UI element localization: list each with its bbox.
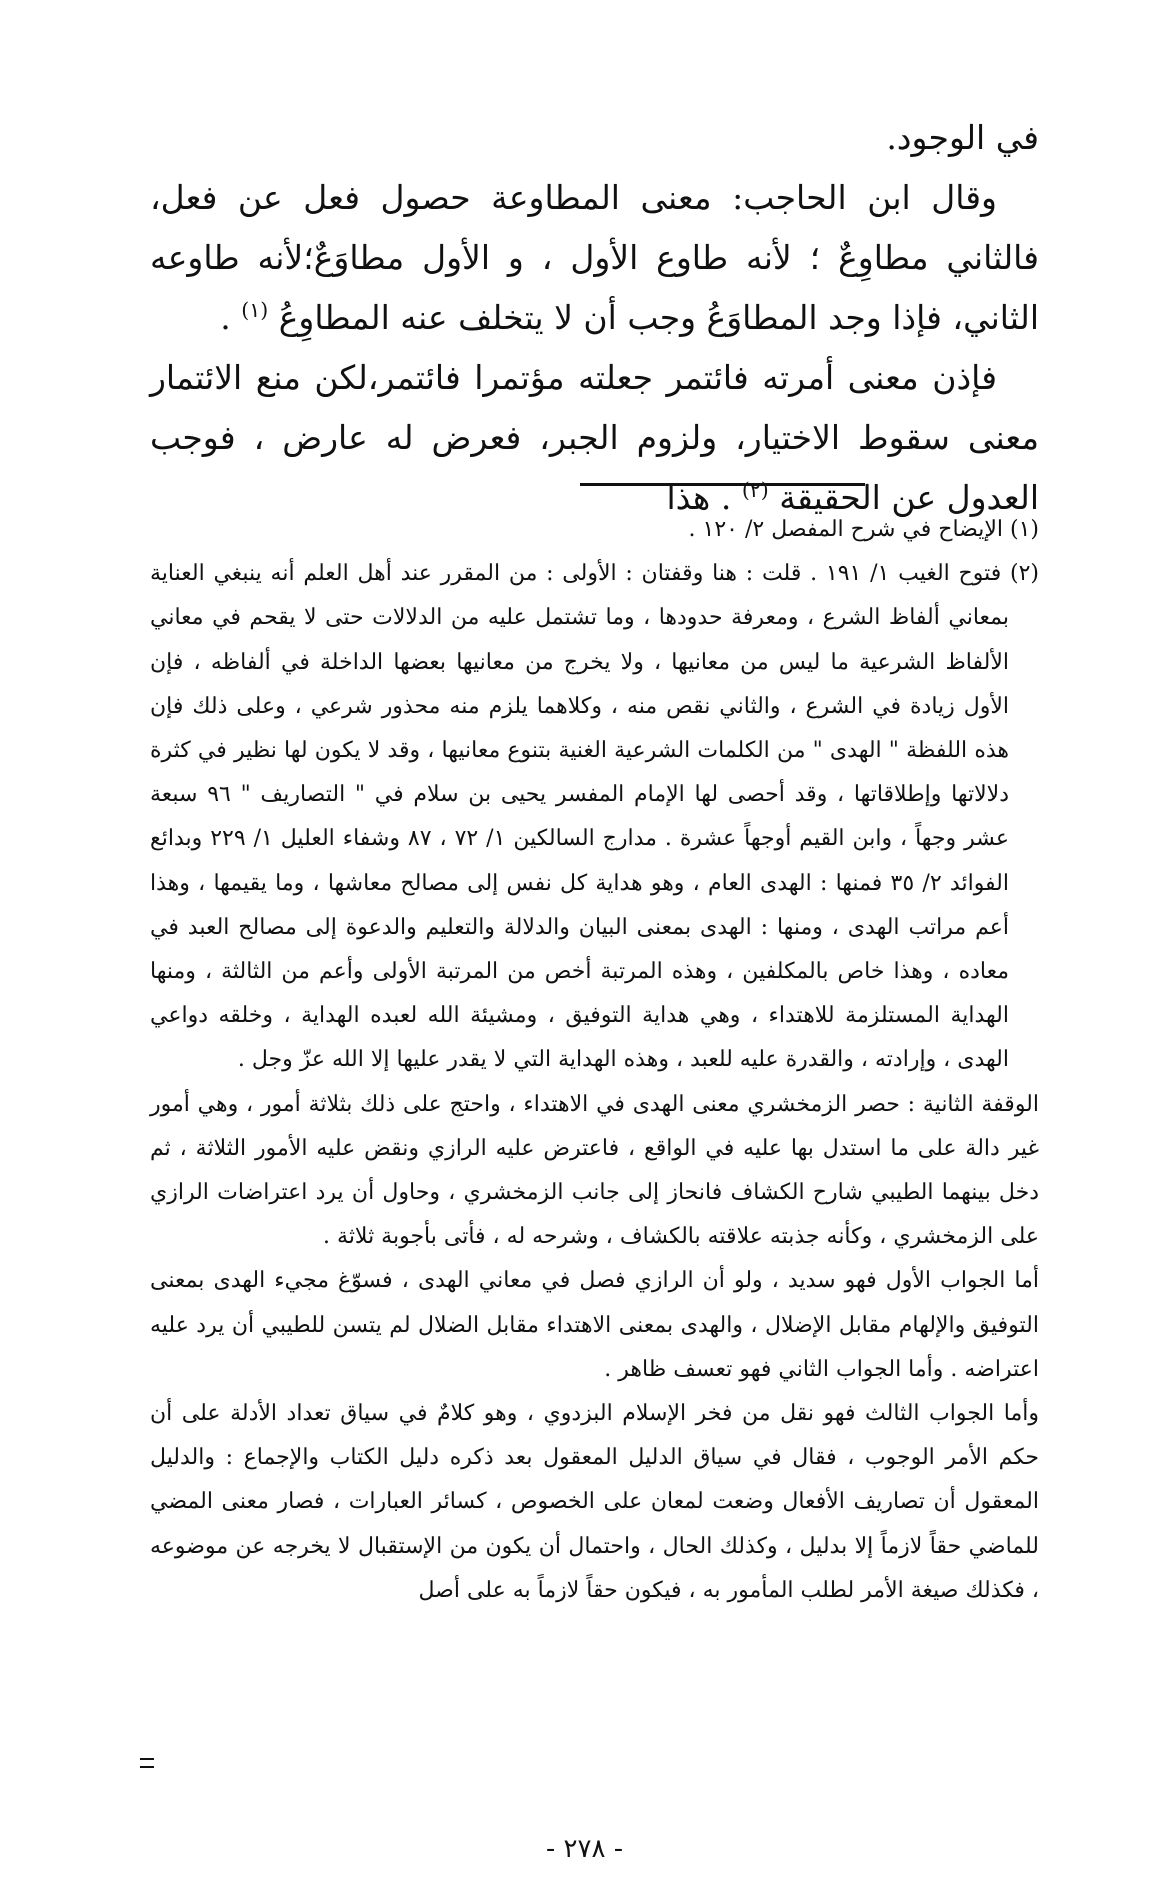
footnote-paragraph-second-pause: الوقفة الثانية : حصر الزمخشري معنى الهدى في الاهتداء ، واحتج على ذلك بثلاثة أمور ، وهي أمور غير دالة على ما استدل بها عليه في الواقع ، فاعترض عليه الرازي ونقض عليه الأمور الثلاثة ، ثم دخل بينهما الطيبي شارح الكشاف فانحاز إلى جانب الزمخشري ، وحاول أن يرد اعتراضات الرازي على الزمخشري ، وكأنه جذبته علاقته بالكشاف ، وشرحه له ، فأتى بأجوبة ثلاثة .	[150, 1091, 1039, 1250]
footnote-paragraph-third-answer: وأما الجواب الثالث فهو نقل من فخر الإسلام البزدوي ، وهو كلامٌ في سياق تعداد الأدلة على أن حكم الأمر الوجوب ، فقال في سياق الدليل المعقول بعد ذكره دليل الكتاب والإجماع : والدليل المعقول أن تصاريف الأفعال وضعت لمعان على الخصوص ، كسائر العبارات ، فصار معنى المضي للماضي حقاً لازماً إلا بدليل ، وكذلك الحال ، واحتمال أن يكون من الإستقبال لا يخرجه عن موضوعه ، فكذلك صيغة الأمر لطلب المأمور به ، فيكون حقاً لازماً به على أصل	[150, 1401, 1039, 1603]
main-paragraph-2-text: وقال ابن الحاجب: معنى المطاوعة حصول فعل عن فعل، فالثاني مطاوِعٌ ؛ لأنه طاوع الأول ، و الأول مطاوَعٌ؛لأنه طاوعه الثاني، فإذا وجد المطاوَعُ وجب أن لا يتخلف عنه المطاوِعُ	[150, 178, 1039, 337]
main-paragraph-2-end: .	[220, 298, 242, 337]
footnote-ref-2: (٢)	[741, 478, 769, 502]
footnote-2: (٢) فتوح الغيب ١/ ١٩١ . قلت : هنا وقفتان : الأولى : من المقرر عند أهل العلم أنه ينبغي العناية بمعاني ألفاظ الشرع ، ومعرفة حدودها ، وما تشتمل عليه من الدلالات حتى لا يقحم في معاني الألفاظ الشرعية ما ليس من معانيها ، ولا يخرج من معانيها بعضها الداخلة في ألفاظه ، فإن الأول زيادة في الشرع ، والثاني نقص منه ، وكلاهما يلزم منه محذور شرعي ، وعلى ذلك فإن هذه اللفظة " الهدى " من الكلمات الشرعية الغنية بتنوع معانيها ، وقد لا يكون لها نظير في كثرة دلالاتها وإطلاقاتها ، وقد أحصى لها الإمام المفسر يحيى بن سلام في " التصاريف " ٩٦ سبعة عشر وجهاً ، وابن القيم أوجهاً عشرة . مدارج السالكين ١/ ٧٢ ، ٨٧ وشفاء العليل ١/ ٢٢٩ وبدائع الفوائد ٢/ ٣٥ فمنها : الهدى العام ، وهو هداية كل نفس إلى مصالح معاشها ، وما يقيمها ، وهذا أعم مراتب الهدى ، ومنها : الهدى بمعنى البيان والدلالة والتعليم والدعوة إلى مصالح العبد في معاده ، وهذا خاص بالمكلفين ، وهذه المرتبة أخص من المرتبة الأولى وأعم من الثالثة ، ومنها الهداية المستلزمة للاهتداء ، وهي هداية التوفيق ، ومشيئة الله لعبده الهداية ، وخلقه دواعي الهدى ، وإرادته ، والقدرة عليه للعبد ، وهذه الهداية التي لا يقدر عليها إلا الله عزّ وجل .	[150, 561, 1039, 1073]
continuation-mark	[140, 1758, 154, 1768]
main-paragraph-3-text: فإذن معنى أمرته فائتمر جعلته مؤتمرا فائتمر،لكن منع الائتمار معنى سقوط الاختيار، ولزوم الجبر، فعرض له عارض ، فوجب العدول عن الحقيقة	[150, 358, 1039, 517]
footnote-paragraph-first-answer: أما الجواب الأول فهو سديد ، ولو أن الرازي فصل في معاني الهدى ، فسوّغ مجيء الهدى بمعنى التوفيق والإلهام مقابل الإضلال ، والهدى بمعنى الاهتداء مقابل الضلال لم يتسن للطيبي أن يرد عليه اعتراضه . وأما الجواب الثاني فهو تعسف ظاهر .	[150, 1268, 1039, 1382]
footnote-1: (١) الإيضاح في شرح المفصل ٢/ ١٢٠ .	[688, 517, 1039, 542]
main-paragraph-2	[150, 168, 1039, 348]
footnotes	[150, 508, 1039, 1613]
footnote-separator	[580, 483, 865, 486]
main-text	[150, 108, 1039, 528]
main-paragraph-1: في الوجود.	[886, 118, 1039, 157]
main-paragraph-3	[150, 348, 1039, 528]
page-number: - ٢٧٨ -	[545, 1834, 624, 1864]
main-paragraph-3-end: . هذا	[666, 478, 742, 517]
footnote-ref-1: (١)	[241, 298, 269, 322]
